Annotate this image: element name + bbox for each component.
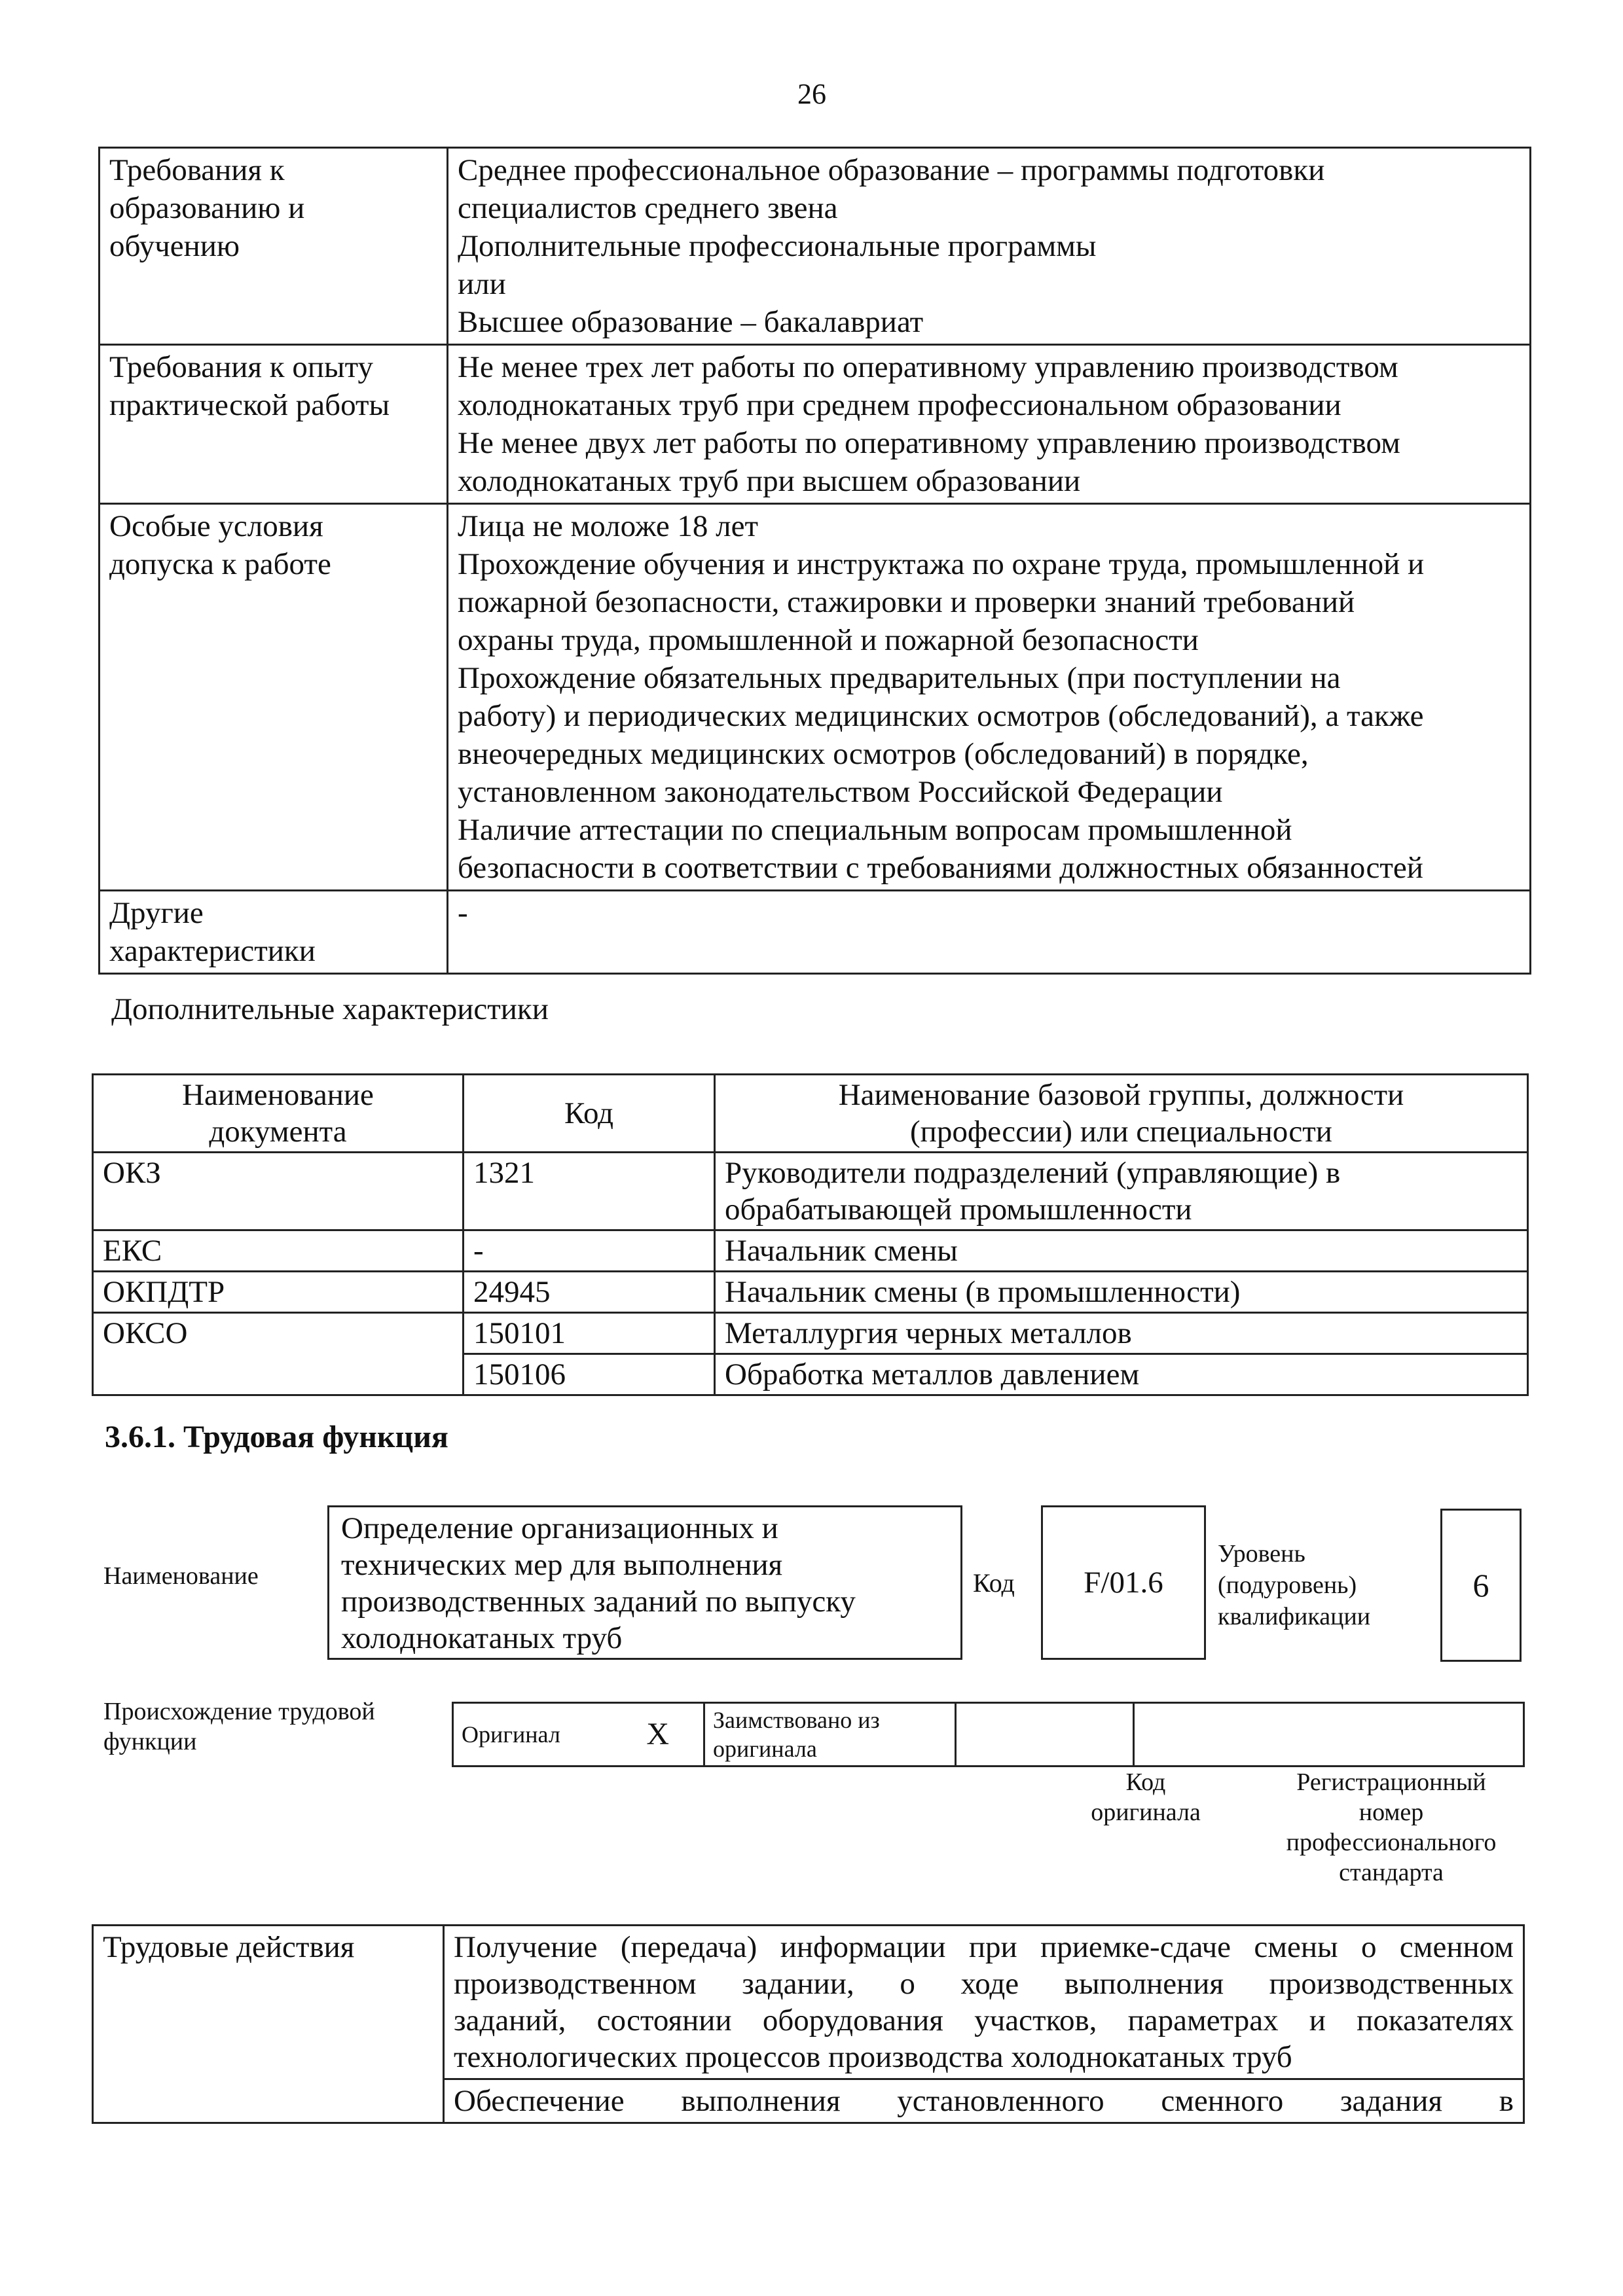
table-row: [100, 891, 1531, 974]
other-label: Другие характеристики: [100, 891, 448, 974]
qualification-level-label: Уровень (подуровень) квалификации: [1218, 1540, 1371, 1630]
name-cell: Начальник смены: [715, 1230, 1528, 1272]
original-code-caption: Код оригинала: [1091, 1768, 1201, 1826]
table-row: [93, 1313, 1528, 1354]
other-value: -: [448, 891, 1531, 974]
name-cell: Металлургия черных металлов: [715, 1313, 1528, 1354]
table-row: [93, 1272, 1528, 1313]
additional-characteristics-table: [92, 1073, 1529, 1396]
origin-table: [452, 1702, 1525, 1767]
table-row: [100, 148, 1531, 345]
doc-cell: ОКЗ: [93, 1153, 464, 1230]
doc-cell: ОКСО: [93, 1313, 464, 1395]
original-mark: X: [646, 1717, 669, 1751]
name-cell: Обработка металлов давлением: [715, 1354, 1528, 1395]
function-name-box: Определение организационных и технических мер для выполнения производственных заданий по выпуску холоднокатаных труб: [327, 1505, 962, 1660]
table-row: [453, 1703, 1524, 1767]
table-row: [93, 1153, 1528, 1230]
doc-cell: ЕКС: [93, 1230, 464, 1272]
table-row: [93, 1230, 1528, 1272]
table-row: [100, 504, 1531, 891]
header-code: Код: [464, 1075, 715, 1153]
function-name-label: Наименование: [103, 1562, 259, 1590]
borrowed-cell: Заимствовано из оригинала: [704, 1703, 956, 1767]
reg-number-cell: [1134, 1703, 1524, 1767]
page-number: 26: [797, 78, 826, 110]
special-conditions-value: Лица не моложе 18 лет Прохождение обучения и инструктажа по охране труда, промышленной и пожарной безопасности, стажировки и проверки знаний требований охраны труда, промышленной и пожарной безопасности Прохождение обязательных предварительных (при поступлении на работу) и периодических медицинских осмотров (обследований), а также внеочередных медицинских осмотров (обследований) в порядке, установленном законодательством Российской Федерации Наличие аттестации по специальным вопросам промышленной безопасности в соответствии с требованиями должностных обязанностей: [448, 504, 1531, 891]
special-conditions-label: Особые условия допуска к работе: [100, 504, 448, 891]
code-cell: -: [464, 1230, 715, 1272]
original-label: Оригинал: [462, 1721, 560, 1748]
section-title: 3.6.1. Трудовая функция: [105, 1420, 448, 1454]
function-code-box: F/01.6: [1041, 1505, 1206, 1660]
name-cell: Начальник смены (в промышленности): [715, 1272, 1528, 1313]
action-item: Получение (передача) информации при приемке-сдаче смены о сменном производственном задании, о ходе выполнения производственных заданий, состоянии оборудования участков, параметрах и показателях технологических процессов производства холоднокатаных труб: [444, 1926, 1524, 2079]
requirements-table: [98, 147, 1531, 975]
qualification-level-box: 6: [1440, 1509, 1522, 1662]
labour-actions-table: [92, 1924, 1525, 2124]
additional-characteristics-title: Дополнительные характеристики: [111, 992, 549, 1026]
code-cell: 1321: [464, 1153, 715, 1230]
reg-number-caption: Регистрационный номер профессионального стандарта: [1286, 1768, 1497, 1886]
code-cell: 24945: [464, 1272, 715, 1313]
table-header-row: [93, 1075, 1528, 1153]
experience-label: Требования к опыту практической работы: [100, 345, 448, 504]
code-cell: 150106: [464, 1354, 715, 1395]
function-code-label: Код: [973, 1568, 1015, 1598]
original-code-cell: [956, 1703, 1134, 1767]
original-cell: [453, 1703, 704, 1767]
action-item: Обеспечение выполнения установленного сменного задания в: [444, 2079, 1524, 2123]
education-value: Среднее профессиональное образование – программы подготовки специалистов среднего звена Дополнительные профессиональные программы или Высшее образование – бакалавриат: [448, 148, 1531, 345]
header-name: Наименование базовой группы, должности (профессии) или специальности: [715, 1075, 1528, 1153]
name-cell: Руководители подразделений (управляющие) в обрабатывающей промышленности: [715, 1153, 1528, 1230]
experience-value: Не менее трех лет работы по оперативному управлению производством холоднокатаных труб при среднем профессиональном образовании Не менее двух лет работы по оперативному управлению производством холоднокатаных труб при высшем образовании: [448, 345, 1531, 504]
table-row: [100, 345, 1531, 504]
education-label: Требования к образованию и обучению: [100, 148, 448, 345]
header-document: Наименование документа: [93, 1075, 464, 1153]
table-row: [93, 1926, 1524, 2079]
code-cell: 150101: [464, 1313, 715, 1354]
origin-label: Происхождение трудовой функции: [103, 1698, 375, 1755]
doc-cell: ОКПДТР: [93, 1272, 464, 1313]
labour-actions-label: Трудовые действия: [93, 1926, 444, 2123]
